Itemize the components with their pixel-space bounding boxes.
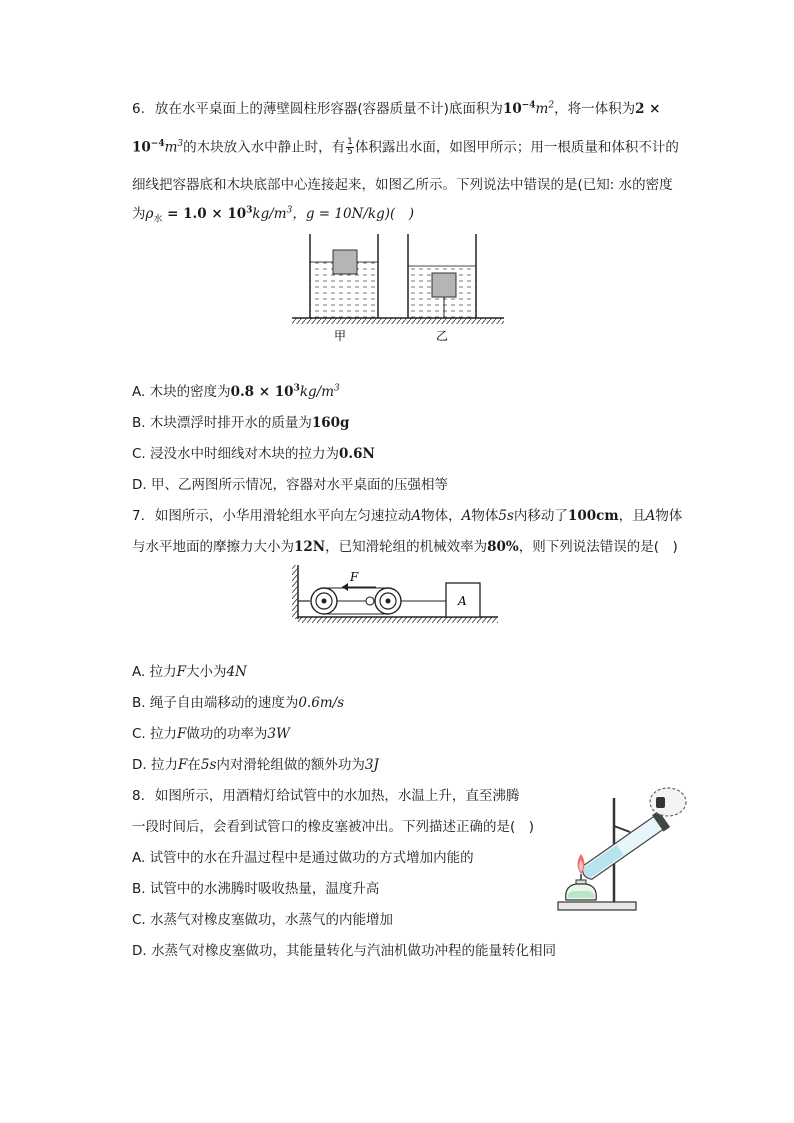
- fixed-pulley: [298, 588, 337, 614]
- clamp: [614, 826, 630, 832]
- wood-block-floating: [333, 250, 357, 274]
- force-arrow-f: [342, 583, 376, 591]
- q6-option-c[interactable]: C. 浸没水中时细线对木块的拉力为0.6N: [132, 446, 375, 462]
- stopper-popped: [656, 797, 665, 808]
- q7-figure-pulley: [292, 563, 502, 627]
- steam-cloud: [650, 788, 686, 816]
- q8-option-a[interactable]: A. 试管中的水在升温过程中是通过做功的方式增加内能的: [132, 850, 474, 866]
- q8-stem-line-1: 8. 如图所示，用酒精灯给试管中的水加热，水温上升，直至沸腾: [132, 788, 520, 804]
- q6-option-d[interactable]: D. 甲、乙两图所示情况，容器对水平桌面的压强相等: [132, 477, 448, 493]
- q7-stem-line-1: 7. 如图所示，小华用滑轮组水平向左匀速拉动A物体，A物体5s内移动了100cm，且A物体: [132, 508, 683, 524]
- q7-number: 7.: [132, 508, 145, 524]
- q8-option-b[interactable]: B. 试管中的水沸腾时吸收热量，温度升高: [132, 881, 380, 897]
- test-tube: [578, 811, 670, 884]
- q7-stem-line-2: 与水平地面的摩擦力大小为12N，已知滑轮组的机械效率为80%，则下列说法错误的是( ): [132, 539, 678, 555]
- q6-number: 6.: [132, 101, 145, 117]
- q6-figure-containers: [290, 230, 510, 350]
- movable-pulley: [366, 588, 401, 614]
- q8-option-d[interactable]: D. 水蒸气对橡皮塞做功，其能量转化与汽油机做功冲程的能量转化相同: [132, 943, 556, 959]
- stand-base: [558, 902, 636, 910]
- q7-option-a[interactable]: A. 拉力F大小为4N: [132, 664, 247, 680]
- q6-stem-line-1: 6. 放在水平桌面上的薄壁圆柱形容器(容器质量不计)底面积为$10^{-4}m^2$，将一体积为2 ×: [132, 100, 661, 117]
- container-yi: [408, 234, 476, 318]
- label-yi: 乙: [436, 329, 449, 343]
- q6-stem-line-3: 细线把容器底和木块底部中心连接起来，如图乙所示。下列说法中错误的是(已知: 水的密度: [132, 177, 673, 193]
- q7-option-d[interactable]: D. 拉力F在5s内对滑轮组做的额外功为3J: [132, 757, 379, 773]
- q7-option-b[interactable]: B. 绳子自由端移动的速度为0.6m/s: [132, 695, 345, 711]
- block-label: A: [458, 594, 467, 608]
- q6-stem-line-4: 为$\rho_水 = 1.0 \times 10^3kg/m^3$，g = 10N/kg)( ): [132, 205, 415, 225]
- q8-number: 8.: [132, 788, 145, 804]
- q6-option-b[interactable]: B. 木块漂浮时排开水的质量为160g: [132, 415, 350, 431]
- container-jia: [310, 234, 378, 318]
- wood-block-submerged: [432, 273, 456, 297]
- q8-figure-test-tube: [554, 780, 694, 912]
- q6-stem-line-2: $10^{-4}m^3$的木块放入水中静止时，有 $\frac{1}{5}$ 体积露出水面，如图甲所示；用一根质量和体积不计的: [132, 137, 679, 157]
- q8-option-c[interactable]: C. 水蒸气对橡皮塞做功，水蒸气的内能增加: [132, 912, 394, 928]
- q6-option-a[interactable]: A. 木块的密度为$0.8 \times 10^3kg/m^3$: [132, 383, 340, 400]
- fraction-one-fifth: $\frac{1}{5}$: [347, 137, 353, 157]
- force-label: F: [350, 570, 359, 584]
- q8-stem-line-2: 一段时间后，会看到试管口的橡皮塞被冲出。下列描述正确的是( ): [132, 819, 535, 835]
- label-jia: 甲: [334, 329, 347, 343]
- q7-option-c[interactable]: C. 拉力F做功的功率为3W: [132, 726, 290, 742]
